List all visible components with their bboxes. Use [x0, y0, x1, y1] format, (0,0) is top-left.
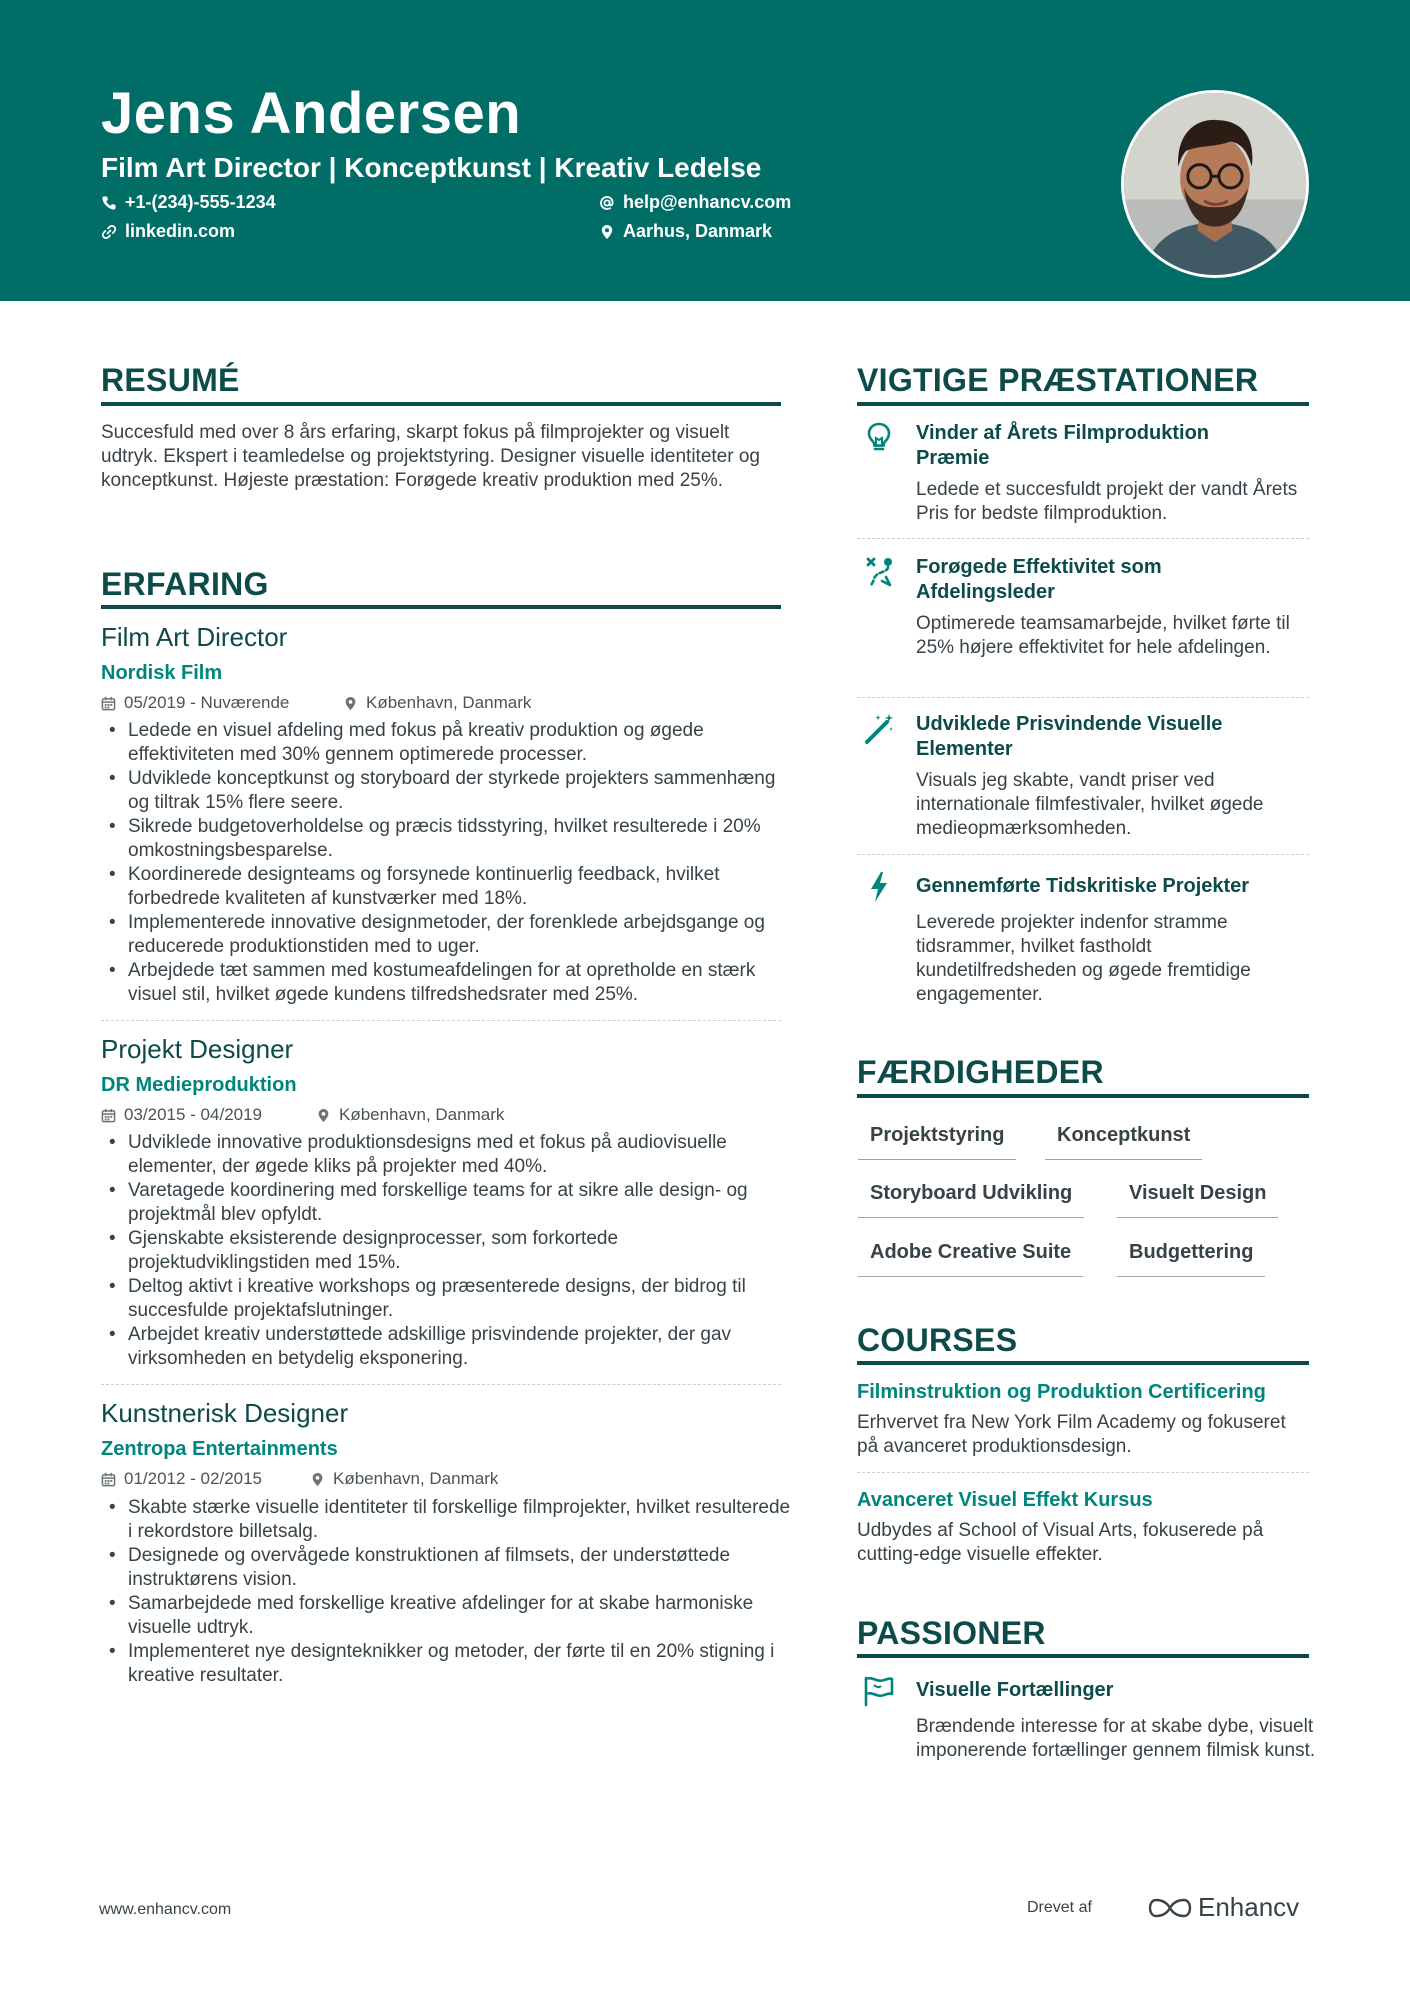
- candidate-role: Film Art Director | Konceptkunst | Kreativ Ledelse: [101, 152, 762, 183]
- skill-tag: Konceptkunst: [1045, 1124, 1202, 1160]
- candidate-name: Jens Andersen: [101, 81, 522, 146]
- job-title: Film Art Director: [101, 622, 288, 652]
- lightbulb-icon: [862, 421, 896, 455]
- skill-tag: Projektstyring: [858, 1124, 1016, 1160]
- header-banner: [0, 0, 1410, 301]
- achievements-heading: VIGTIGE PRÆSTATIONER: [857, 362, 1259, 398]
- job-dates: [101, 693, 289, 713]
- map-pin-icon: [310, 1472, 325, 1487]
- footer-powered-by: Drevet af: [1027, 1899, 1092, 1916]
- experience-divider: [101, 605, 781, 609]
- course-text: Udbydes af School of Visual Arts, fokuserede på cutting-edge visuelle effekter.: [857, 1520, 1264, 1565]
- achievement-text: Leverede projekter indenfor stramme tidsrammer, hvilket fastholdt kundetilfredsheden og øgede fremtidige engagementer.: [916, 912, 1251, 1005]
- courses-divider: [857, 1361, 1309, 1365]
- route-icon: [862, 555, 896, 589]
- skill-tag: Visuelt Design: [1117, 1182, 1278, 1218]
- skills-divider: [857, 1094, 1309, 1098]
- achievement-text: Visuals jeg skabte, vandt priser ved internationale filmfestivaler, hvilket øgede medieopmærksomheden.: [916, 770, 1264, 839]
- job-title: Projekt Designer: [101, 1034, 294, 1064]
- achievements-divider: [857, 402, 1309, 406]
- phone-contact[interactable]: [101, 192, 276, 213]
- achievement-title: Forøgede Effektivitet som Afdelingsleder: [916, 556, 1162, 603]
- job-location: [343, 693, 531, 713]
- footer-website[interactable]: www.enhancv.com: [99, 1901, 232, 1918]
- job-dates-text: 03/2015 - 04/2019: [124, 1105, 263, 1124]
- job-location: [316, 1105, 504, 1125]
- email-text: help@enhancv.com: [623, 192, 792, 212]
- job-location-text: København, Danmark: [366, 693, 532, 712]
- bullet-item: • Udviklede innovative produktionsdesigns med et fokus på audiovisuelle elementer, der øgede kliks på projekter med 40%.: [101, 1131, 791, 1179]
- passion-title: Visuelle Fortællinger: [916, 1679, 1114, 1701]
- job-dates-text: 01/2012 - 02/2015: [124, 1469, 263, 1488]
- map-pin-icon: [343, 696, 358, 711]
- achievement-separator: [857, 538, 1309, 539]
- summary-text: Succesfuld med over 8 års erfaring, skarpt fokus på filmprojekter og visuelt udtryk. Ekspert i teamledelse og projektstyring. Designer visuelle identiteter og konceptkunst. Højeste præstation: Forøgede kreativ produktion med 25%.: [101, 422, 760, 491]
- calendar-icon: [101, 1108, 116, 1123]
- job-dates-text: 05/2019 - Nuværende: [124, 693, 290, 712]
- bullet-item: • Implementeret nye designteknikker og metoder, der førte til en 20% stigning i kreative resultater.: [101, 1640, 791, 1688]
- job-dates: [101, 1469, 262, 1489]
- link-icon: [101, 224, 117, 240]
- bullet-item: • Arbejdet kreativ understøttede adskillige prisvindende projekter, der gav virksomheden en betydelig eksponering.: [101, 1323, 791, 1371]
- brand-name: Enhancv: [1198, 1892, 1300, 1922]
- job-bullets: [101, 1131, 791, 1371]
- map-pin-icon: [599, 224, 615, 240]
- flag-icon: [862, 1674, 896, 1708]
- bullet-item: • Skabte stærke visuelle identiteter til forskellige filmprojekter, hvilket resulterede i rekordstore billetsalg.: [101, 1496, 791, 1544]
- bullet-item: • Gjenskabte eksisterende designprocesser, som forkortede projektudviklingstiden med 15%.: [101, 1227, 791, 1275]
- skill-tag: Budgettering: [1117, 1241, 1265, 1277]
- enhancv-logo-icon: [1148, 1896, 1192, 1920]
- at-icon: [599, 195, 615, 211]
- company-name: Zentropa Entertainments: [101, 1438, 338, 1460]
- achievement-separator: [857, 854, 1309, 855]
- job-bullets: [101, 719, 791, 1007]
- summary-heading: RESUMÉ: [101, 362, 240, 398]
- achievement-text: Ledede et succesfuldt projekt der vandt Årets Pris for bedste filmproduktion.: [916, 479, 1298, 524]
- job-location-text: København, Danmark: [339, 1105, 505, 1124]
- bullet-item: • Deltog aktivt i kreative workshops og præsenterede designs, der bidrog til succesfulde projektafslutninger.: [101, 1275, 791, 1323]
- calendar-icon: [101, 696, 116, 711]
- brand-logo[interactable]: [1148, 1892, 1299, 1923]
- bullet-item: • Designede og overvågede konstruktionen af filmsets, der understøttede instruktørens vision.: [101, 1544, 791, 1592]
- bullet-item: • Samarbejdede med forskellige kreative afdelinger for at skabe harmoniske visuelle udtryk.: [101, 1592, 791, 1640]
- experience-heading: ERFARING: [101, 566, 269, 602]
- achievement-title: Gennemførte Tidskritiske Projekter: [916, 875, 1250, 897]
- achievement-title: Udviklede Prisvindende Visuelle Elementer: [916, 713, 1223, 760]
- job-location: [310, 1469, 498, 1489]
- email-contact[interactable]: [599, 192, 791, 213]
- course-title: Avanceret Visuel Effekt Kursus: [857, 1489, 1153, 1511]
- achievement-title: Vinder af Årets Filmproduktion Præmie: [916, 422, 1209, 469]
- bullet-item: • Udviklede konceptkunst og storyboard der styrkede projekters sammenhæng og tiltrak 15% flere seere.: [101, 767, 791, 815]
- bullet-item: • Arbejdede tæt sammen med kostumeafdelingen for at opretholde en stærk visuel stil, hvilket øgede kundens tilfredshedsrater med 25%.: [101, 959, 791, 1007]
- passion-text: Brændende interesse for at skabe dybe, visuelt imponerende fortællinger gennem filmisk kunst.: [916, 1716, 1316, 1761]
- location-contact: [599, 221, 772, 242]
- phone-text: +1-(234)-555-1234: [125, 192, 276, 212]
- job-bullets: [101, 1496, 791, 1688]
- bullet-item: • Sikrede budgetoverholdelse og præcis tidsstyring, hvilket resulterede i 20% omkostningsbesparelse.: [101, 815, 791, 863]
- linkedin-contact[interactable]: [101, 221, 235, 242]
- profile-photo: [1121, 90, 1309, 278]
- job-title: Kunstnerisk Designer: [101, 1398, 349, 1428]
- skills-heading: FÆRDIGHEDER: [857, 1054, 1104, 1090]
- course-text: Erhvervet fra New York Film Academy og fokuseret på avanceret produktionsdesign.: [857, 1412, 1286, 1457]
- lightning-icon: [862, 870, 896, 904]
- phone-icon: [101, 195, 117, 211]
- bullet-item: • Koordinerede designteams og forsynede kontinuerlig feedback, hvilket forbedrede kvaliteten af kunstværker med 18%.: [101, 863, 791, 911]
- linkedin-text: linkedin.com: [125, 221, 236, 241]
- job-separator: [101, 1384, 781, 1385]
- magic-wand-icon: [862, 712, 896, 746]
- skill-tag: Adobe Creative Suite: [858, 1241, 1083, 1277]
- courses-heading: COURSES: [857, 1322, 1018, 1358]
- skill-tag: Storyboard Udvikling: [858, 1182, 1084, 1218]
- bullet-item: • Ledede en visuel afdeling med fokus på kreativ produktion og øgede effektiviteten med 30% gennem optimerede processer.: [101, 719, 791, 767]
- bullet-item: • Implementerede innovative designmetoder, der forenklede arbejdsgange og reducerede produktionstiden med to uger.: [101, 911, 791, 959]
- course-separator: [857, 1472, 1309, 1473]
- achievement-text: Optimerede teamsamarbejde, hvilket førte til 25% højere effektivitet for hele afdelingen.: [916, 613, 1290, 658]
- achievement-separator: [857, 697, 1309, 698]
- bullet-item: • Varetagede koordinering med forskellige teams for at sikre alle design- og projektmål blev opfyldt.: [101, 1179, 791, 1227]
- company-name: DR Medieproduktion: [101, 1074, 297, 1096]
- location-text: Aarhus, Danmark: [623, 221, 773, 241]
- passions-divider: [857, 1654, 1309, 1658]
- course-title: Filminstruktion og Produktion Certificering: [857, 1381, 1266, 1403]
- company-name: Nordisk Film: [101, 662, 223, 684]
- job-separator: [101, 1020, 781, 1021]
- calendar-icon: [101, 1472, 116, 1487]
- job-location-text: København, Danmark: [333, 1469, 499, 1488]
- passions-heading: PASSIONER: [857, 1615, 1046, 1651]
- job-dates: [101, 1105, 262, 1125]
- map-pin-icon: [316, 1108, 331, 1123]
- summary-divider: [101, 402, 781, 406]
